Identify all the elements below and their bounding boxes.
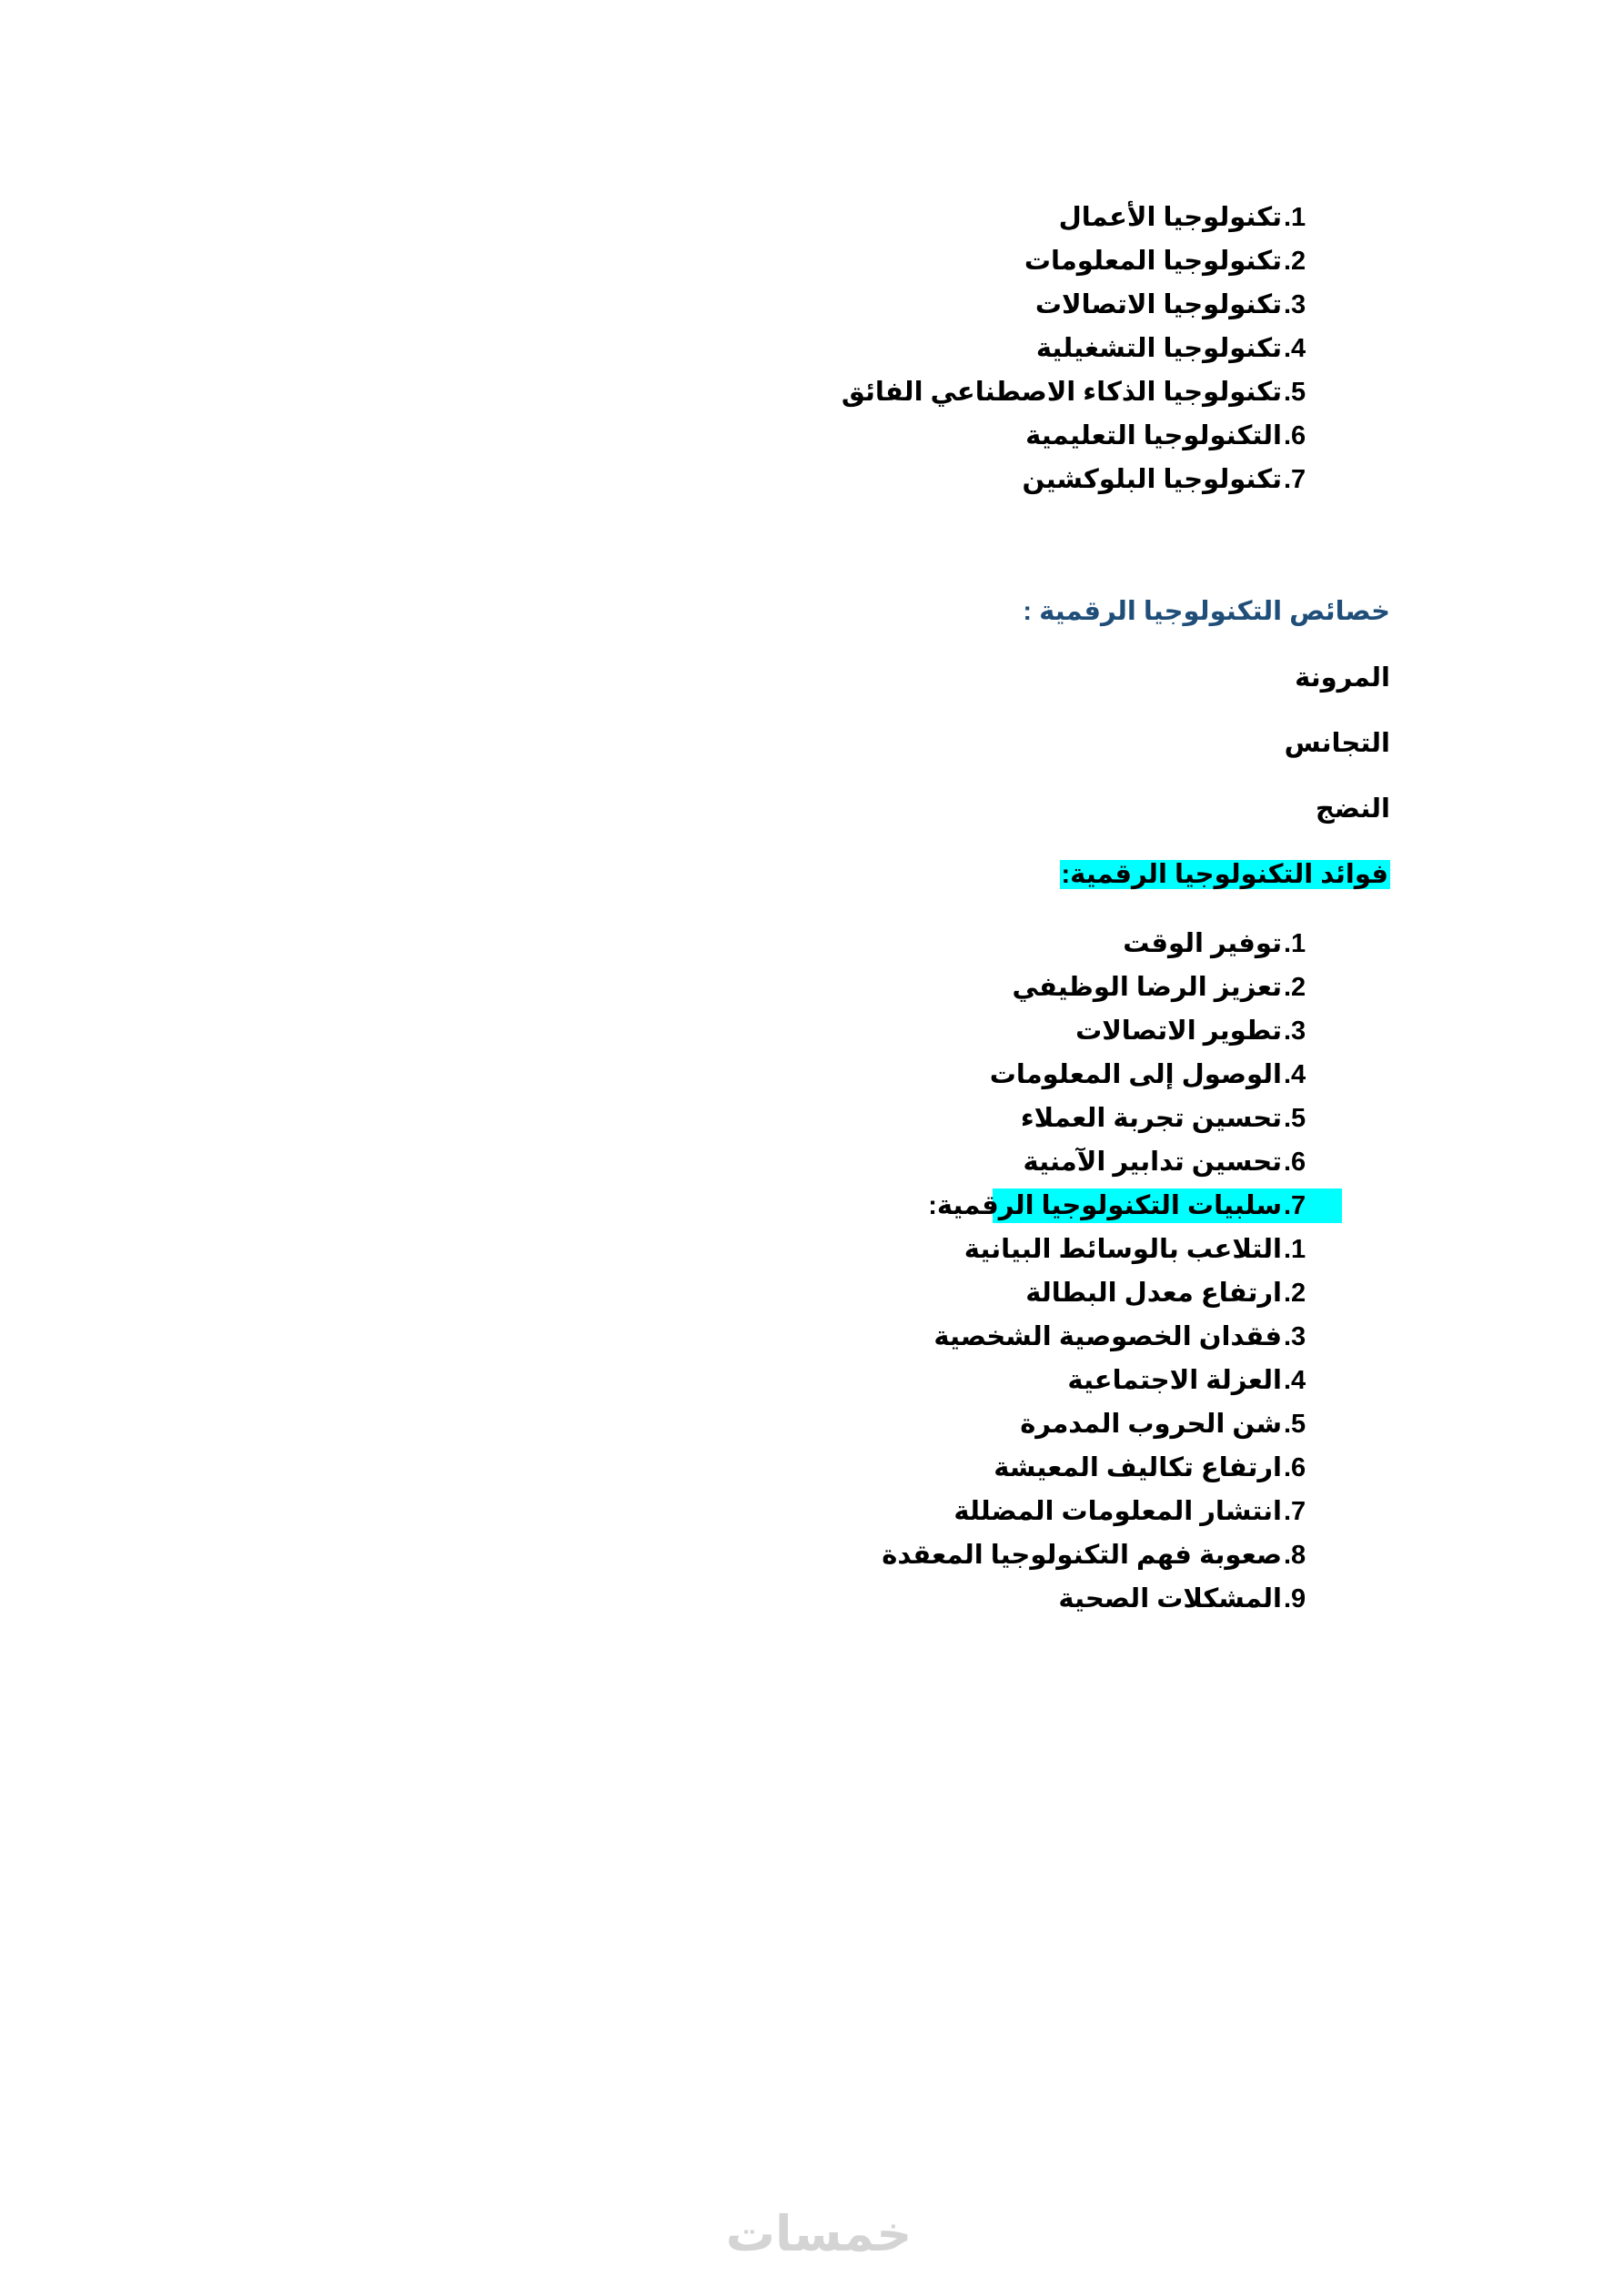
list-number: .1 <box>1284 929 1306 958</box>
list-number: .5 <box>1284 1104 1306 1133</box>
list-text: تطوير الاتصالات <box>1075 1017 1282 1046</box>
list-number: .3 <box>1284 1017 1306 1046</box>
list-text: شن الحروب المدمرة <box>1020 1410 1282 1439</box>
characteristic-item: المرونة <box>1295 663 1390 693</box>
list-text: تكنولوجيا الاتصالات <box>1034 290 1282 319</box>
list-text: ارتفاع تكاليف المعيشة <box>994 1453 1282 1482</box>
list-number: .4 <box>1284 1060 1306 1089</box>
list-number: .3 <box>1284 1322 1306 1351</box>
list-number: .6 <box>1284 421 1306 450</box>
list-text: تعزيز الرضا الوظيفي <box>1012 973 1282 1002</box>
list-number: .4 <box>1284 334 1306 363</box>
list-text: تكنولوجيا التشغيلية <box>1035 334 1282 363</box>
characteristic-item: النضج <box>1315 794 1390 824</box>
list-number: .1 <box>1284 203 1306 232</box>
list-number: .2 <box>1284 973 1306 1002</box>
list-number: .5 <box>1284 378 1306 407</box>
list-text: ارتفاع معدل البطالة <box>1025 1279 1282 1308</box>
list-text: انتشار المعلومات المضللة <box>953 1497 1282 1526</box>
list-text: التلاعب بالوسائط البيانية <box>963 1235 1282 1264</box>
list-number: .6 <box>1284 1453 1306 1482</box>
list-number: .9 <box>1284 1584 1306 1613</box>
list-number: .3 <box>1284 290 1306 319</box>
list-number: .1 <box>1284 1235 1306 1264</box>
list-number: .6 <box>1284 1148 1306 1177</box>
characteristic-item: التجانس <box>1284 729 1390 758</box>
list-text: فقدان الخصوصية الشخصية <box>933 1322 1282 1351</box>
list-number: .2 <box>1284 247 1306 276</box>
benefits-heading-text: فوائد التكنولوجيا الرقمية: <box>1061 860 1388 889</box>
list-text: تكنولوجيا الأعمال <box>1058 203 1282 232</box>
drawbacks-heading-text: سلبيات التكنولوجيا الرقمية: <box>928 1191 1282 1220</box>
list-text: تكنولوجيا البلوكشين <box>1022 465 1282 494</box>
list-number: .4 <box>1284 1366 1306 1395</box>
list-number: .8 <box>1284 1541 1306 1570</box>
watermark-logo: خمسات <box>725 2205 913 2262</box>
list-text: تحسين تجربة العملاء <box>1020 1104 1282 1133</box>
list-text: تحسين تدابير الآمنية <box>1023 1148 1282 1177</box>
list-text: العزلة الاجتماعية <box>1067 1366 1282 1395</box>
list-number: .5 <box>1284 1410 1306 1439</box>
list-text: المشكلات الصحية <box>1058 1584 1282 1613</box>
list-text: الوصول إلى المعلومات <box>989 1060 1282 1089</box>
list-number: .7 <box>1284 1191 1306 1220</box>
list-text: تكنولوجيا الذكاء الاصطناعي الفائق <box>841 378 1282 407</box>
list-number: .2 <box>1284 1279 1306 1308</box>
list-number: .7 <box>1284 1497 1306 1526</box>
characteristics-heading: خصائص التكنولوجيا الرقمية : <box>1023 597 1390 626</box>
list-text: توفير الوقت <box>1123 929 1282 958</box>
list-text: صعوبة فهم التكنولوجيا المعقدة <box>882 1541 1282 1570</box>
list-text: التكنولوجيا التعليمية <box>1025 421 1282 450</box>
list-number: .7 <box>1284 465 1306 494</box>
list-text: تكنولوجيا المعلومات <box>1024 247 1282 276</box>
benefits-heading <box>1060 855 1391 895</box>
